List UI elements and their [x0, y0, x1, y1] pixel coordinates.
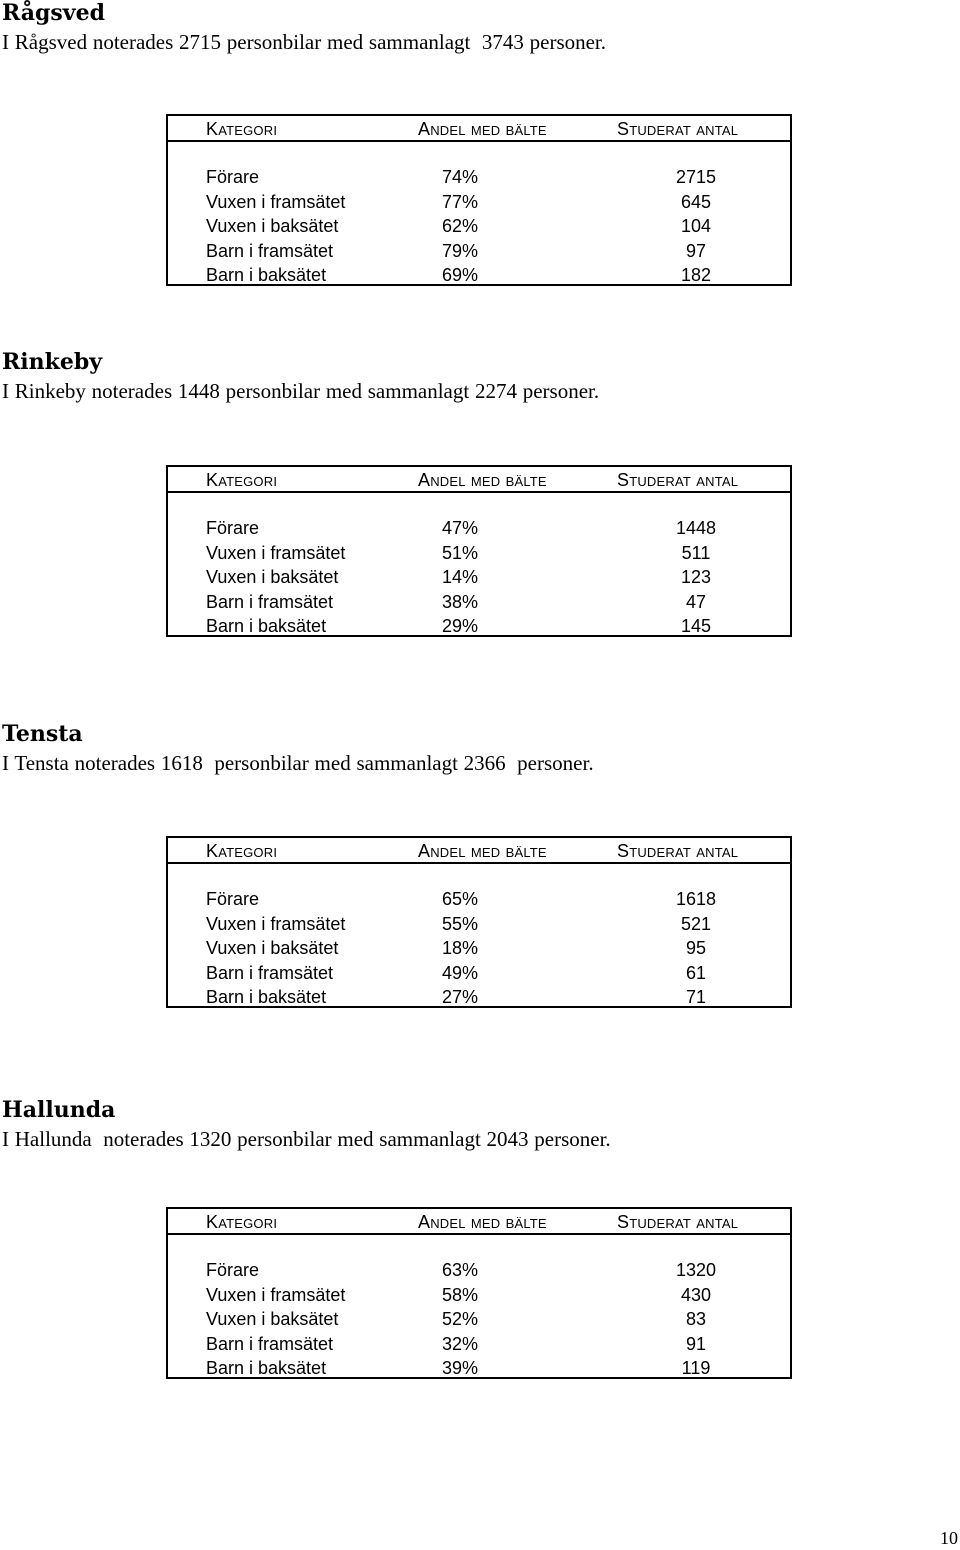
- cell-andel: 39%: [441, 1358, 479, 1378]
- table-row: [168, 263, 790, 288]
- header-kategori: Kategori: [206, 1212, 278, 1232]
- cell-andel: 74%: [441, 167, 479, 187]
- table-header-row: [168, 467, 790, 493]
- table-row: [168, 165, 790, 190]
- cell-andel: 14%: [441, 567, 479, 587]
- cell-andel: 47%: [441, 518, 479, 538]
- section-heading: Tensta: [2, 721, 83, 747]
- cell-kategori: Barn i baksätet: [206, 987, 327, 1007]
- cell-antal: 182: [680, 265, 712, 285]
- table-row: [168, 1283, 790, 1308]
- cell-andel: 69%: [441, 265, 479, 285]
- cell-antal: 521: [680, 913, 712, 934]
- section-intro: I Tensta noterades 1618 personbilar med sammanlagt 2366 personer.: [2, 751, 594, 775]
- cell-kategori: Förare: [206, 889, 260, 909]
- cell-kategori: Barn i framsätet: [206, 240, 334, 261]
- cell-andel: 18%: [441, 938, 479, 958]
- table-row: [168, 1356, 790, 1381]
- section-intro: I Rågsved noterades 2715 personbilar med sammanlagt 3743 personer.: [2, 30, 607, 54]
- section-intro: I Rinkeby noterades 1448 personbilar med sammanlagt 2274 personer.: [2, 379, 600, 403]
- cell-antal: 430: [680, 1284, 712, 1305]
- header-kategori: Kategori: [206, 841, 278, 861]
- table-row: [168, 190, 790, 215]
- seatbelt-table: [166, 1207, 792, 1379]
- table-row: [168, 936, 790, 961]
- cell-antal: 1618: [675, 889, 717, 909]
- cell-kategori: Barn i baksätet: [206, 616, 327, 636]
- cell-antal: 71: [685, 987, 707, 1007]
- table-row: [168, 541, 790, 566]
- cell-kategori: Barn i baksätet: [206, 265, 327, 285]
- header-andel: Andel med bälte: [418, 119, 547, 139]
- table-row: [168, 961, 790, 986]
- cell-andel: 58%: [441, 1284, 479, 1305]
- table-row: [168, 985, 790, 1010]
- header-studerat: Studerat antal: [617, 119, 739, 139]
- header-andel: Andel med bälte: [418, 841, 547, 861]
- cell-andel: 51%: [441, 542, 479, 563]
- cell-antal: 97: [685, 240, 707, 261]
- cell-kategori: Vuxen i baksätet: [206, 216, 339, 236]
- table-row: [168, 1307, 790, 1332]
- cell-kategori: Barn i framsätet: [206, 962, 334, 983]
- cell-antal: 1320: [675, 1260, 717, 1280]
- cell-antal: 104: [680, 216, 712, 236]
- table-row: [168, 912, 790, 937]
- cell-kategori: Barn i framsätet: [206, 591, 334, 612]
- table-header-row: [168, 1209, 790, 1235]
- table-row: [168, 516, 790, 541]
- cell-andel: 52%: [441, 1309, 479, 1329]
- table-row: [168, 1332, 790, 1357]
- header-kategori: Kategori: [206, 470, 278, 490]
- cell-antal: 2715: [675, 167, 717, 187]
- header-studerat: Studerat antal: [617, 841, 739, 861]
- table-row: [168, 887, 790, 912]
- table-row: [168, 590, 790, 615]
- cell-antal: 1448: [675, 518, 717, 538]
- table-row: [168, 1258, 790, 1283]
- table-row: [168, 214, 790, 239]
- seatbelt-table: [166, 836, 792, 1008]
- section-intro: I Hallunda noterades 1320 personbilar med sammanlagt 2043 personer.: [2, 1127, 611, 1151]
- cell-kategori: Vuxen i baksätet: [206, 1309, 339, 1329]
- seatbelt-table: [166, 465, 792, 637]
- cell-antal: 511: [681, 542, 711, 563]
- cell-andel: 55%: [441, 913, 479, 934]
- cell-antal: 61: [685, 962, 707, 983]
- cell-andel: 32%: [441, 1333, 479, 1354]
- cell-kategori: Barn i baksätet: [206, 1358, 327, 1378]
- cell-andel: 77%: [441, 191, 479, 212]
- cell-antal: 47: [685, 591, 707, 612]
- cell-andel: 62%: [441, 216, 479, 236]
- cell-andel: 49%: [441, 962, 479, 983]
- table-header-row: [168, 838, 790, 864]
- header-studerat: Studerat antal: [617, 1212, 739, 1232]
- section-heading: Rinkeby: [2, 349, 103, 375]
- table-header-row: [168, 116, 790, 142]
- table-row: [168, 614, 790, 639]
- table-row: [168, 565, 790, 590]
- cell-antal: 83: [685, 1309, 707, 1329]
- cell-andel: 65%: [441, 889, 479, 909]
- cell-kategori: Förare: [206, 167, 260, 187]
- header-andel: Andel med bälte: [418, 470, 547, 490]
- table-row: [168, 239, 790, 264]
- header-kategori: Kategori: [206, 119, 278, 139]
- cell-antal: 119: [681, 1358, 711, 1378]
- header-studerat: Studerat antal: [617, 470, 739, 490]
- cell-kategori: Förare: [206, 518, 260, 538]
- cell-kategori: Barn i framsätet: [206, 1333, 334, 1354]
- cell-andel: 29%: [441, 616, 479, 636]
- cell-kategori: Förare: [206, 1260, 260, 1280]
- cell-andel: 38%: [441, 591, 479, 612]
- cell-kategori: Vuxen i baksätet: [206, 938, 339, 958]
- cell-antal: 91: [685, 1333, 707, 1354]
- header-andel: Andel med bälte: [418, 1212, 547, 1232]
- seatbelt-table: [166, 114, 792, 286]
- cell-antal: 145: [680, 616, 712, 636]
- cell-andel: 79%: [441, 240, 479, 261]
- cell-kategori: Vuxen i framsätet: [206, 191, 346, 212]
- cell-kategori: Vuxen i baksätet: [206, 567, 339, 587]
- cell-antal: 95: [685, 938, 707, 958]
- cell-kategori: Vuxen i framsätet: [206, 1284, 346, 1305]
- section-heading: Hallunda: [2, 1097, 116, 1123]
- cell-andel: 27%: [441, 987, 479, 1007]
- cell-kategori: Vuxen i framsätet: [206, 542, 346, 563]
- cell-antal: 645: [680, 191, 712, 212]
- section-heading: Rågsved: [2, 0, 105, 26]
- cell-antal: 123: [680, 567, 712, 587]
- cell-andel: 63%: [441, 1260, 479, 1280]
- cell-kategori: Vuxen i framsätet: [206, 913, 346, 934]
- page-number: 10: [940, 1528, 958, 1548]
